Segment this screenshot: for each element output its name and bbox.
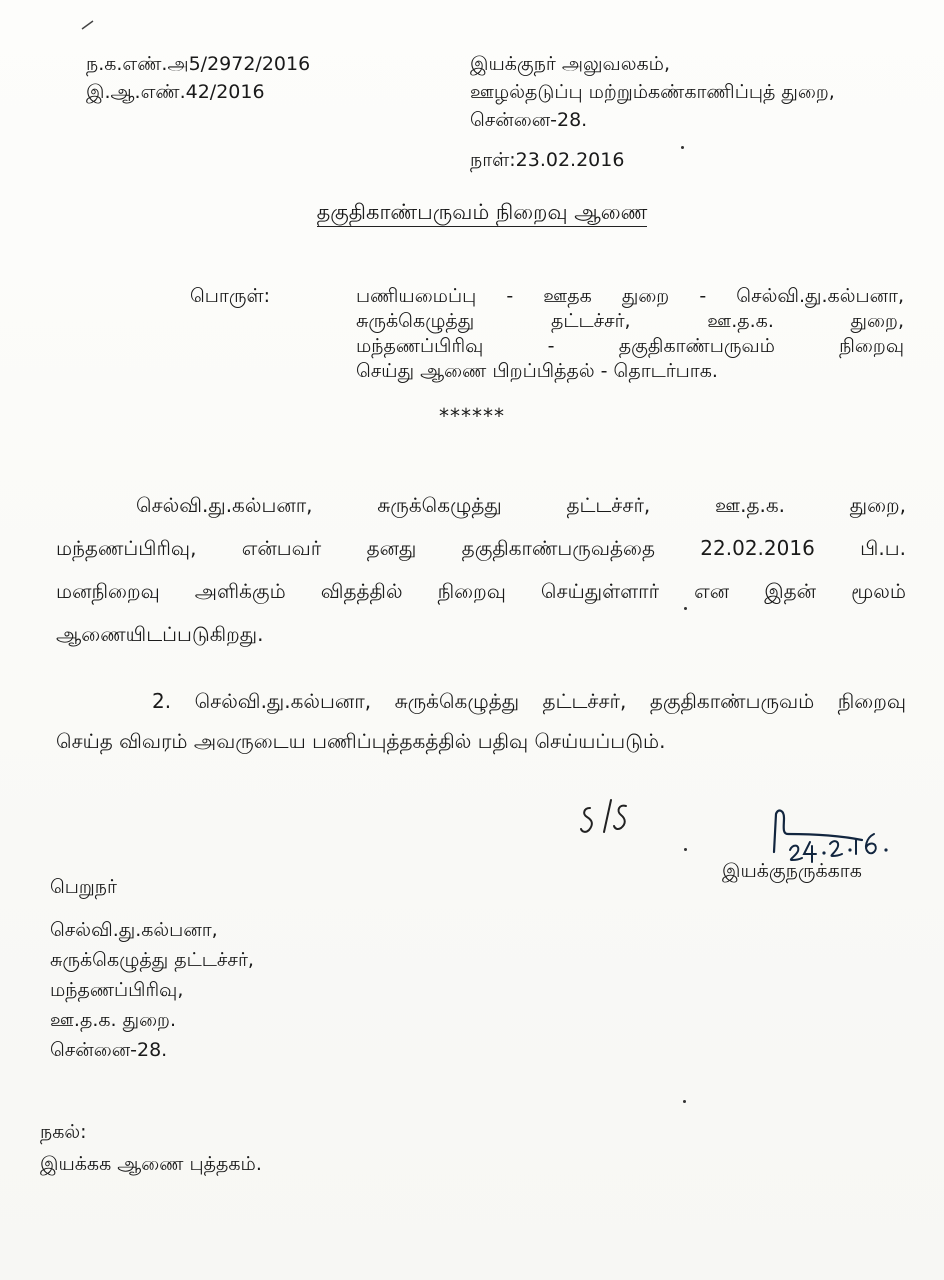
- subject-label: பொருள்:: [190, 285, 271, 307]
- paragraph-line: செல்வி.து.கல்பனா, சுருக்கெழுத்து தட்டச்சர், ஊ.த.க. துறை,: [136, 493, 906, 517]
- signatory-designation: இயக்குநருக்காக: [722, 860, 862, 882]
- section-separator: ******: [439, 404, 505, 428]
- office-line: ஊழல்தடுப்பு மற்றும்கண்காணிப்புத் துறை,: [470, 81, 835, 103]
- document-title-wrap: [0, 200, 944, 227]
- paragraph-line: ஆணையிடப்படுகிறது.: [56, 622, 264, 646]
- subject-line: சுருக்கெழுத்து தட்டச்சர், ஊ.த.க. துறை,: [356, 310, 904, 332]
- subject-line: பணியமைப்பு - ஊதக துறை - செல்வி.து.கல்பனா,: [356, 285, 904, 307]
- pen-tick-mark: [80, 18, 96, 32]
- paragraph-line: மனநிறைவு அளிக்கும் விதத்தில் நிறைவு செய்துள்ளார் என இதன் மூலம்: [56, 579, 906, 603]
- copy-recipient: இயக்கக ஆணை புத்தகம்.: [40, 1153, 262, 1175]
- reference-number: ந.க.எண்.அ5/2972/2016: [86, 53, 311, 75]
- document-title: தகுதிகாண்பருவம் நிறைவு ஆணை: [317, 200, 648, 227]
- reference-block: [86, 52, 310, 108]
- body-paragraph-2: [56, 686, 906, 766]
- scan-speck: [683, 1100, 686, 1103]
- copy-label: நகல்:: [40, 1121, 87, 1143]
- recipient-address: [50, 918, 254, 1068]
- order-date: நாள்:23.02.2016: [470, 149, 625, 171]
- recipient-label: பெறுநர்: [50, 876, 117, 898]
- scan-speck: [681, 146, 684, 149]
- handwritten-initials-signature: [578, 794, 638, 844]
- paragraph-line: செய்த விவரம் அவருடைய பணிப்புத்தகத்தில் பதிவு செய்யப்படும்.: [56, 729, 666, 753]
- office-line: இயக்குநர் அலுவலகம்,: [470, 53, 670, 75]
- paragraph-line: மந்தணப்பிரிவு, என்பவர் தனது தகுதிகாண்பருவத்தை 22.02.2016 பி.ப.: [56, 536, 906, 560]
- recipient-line: சுருக்கெழுத்து தட்டச்சர்,: [50, 949, 254, 971]
- recipient-line: செல்வி.து.கல்பனா,: [50, 919, 218, 941]
- subject-text: [356, 284, 904, 384]
- scan-speck: [684, 607, 687, 610]
- recipient-line: மந்தணப்பிரிவு,: [50, 979, 184, 1001]
- paragraph-line: 2. செல்வி.து.கல்பனா, சுருக்கெழுத்து தட்டச்சர், தகுதிகாண்பருவம் நிறைவு: [152, 689, 906, 713]
- scan-speck: [684, 848, 687, 851]
- body-paragraph-1: [56, 490, 906, 662]
- handwritten-date-signature: [762, 804, 902, 864]
- recipient-line: சென்னை-28.: [50, 1039, 168, 1061]
- subject-line: மந்தணப்பிரிவு - தகுதிகாண்பருவம் நிறைவு: [356, 335, 904, 357]
- office-address: [470, 52, 835, 136]
- recipient-line: ஊ.த.க. துறை.: [50, 1009, 177, 1031]
- order-number: இ.ஆ.எண்.42/2016: [86, 81, 265, 103]
- subject-line: செய்து ஆணை பிறப்பித்தல் - தொடர்பாக.: [356, 360, 718, 382]
- office-line: சென்னை-28.: [470, 109, 588, 131]
